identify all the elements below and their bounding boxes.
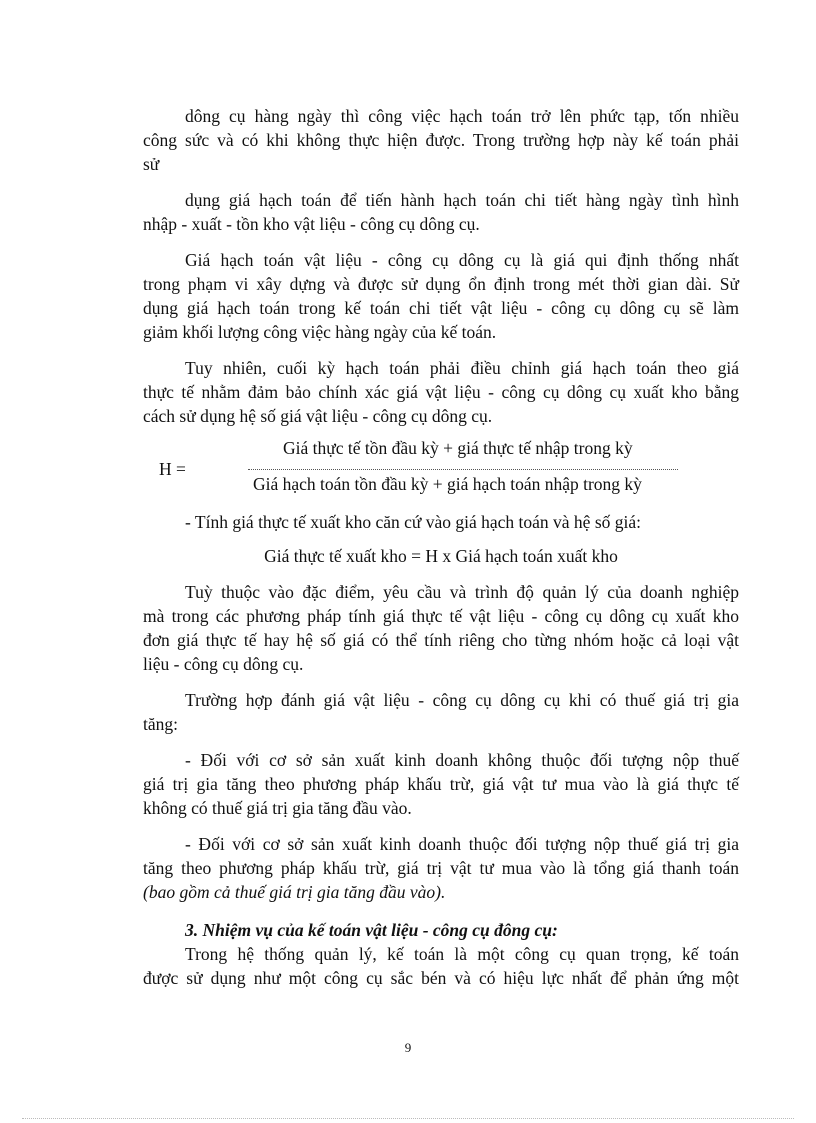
page-border	[22, 1118, 794, 1119]
text-line: đơn giá thực tế hay hệ số giá có thể tính riêng cho từng nhóm hoặc cả loại vật	[143, 630, 739, 650]
text-line: (bao gồm cả thuế giá trị gia tăng đầu vào).	[143, 882, 446, 902]
text-line: nhập - xuất - tồn kho vật liệu - công cụ dông cụ.	[143, 214, 480, 234]
paragraph-group	[143, 104, 739, 428]
note-line: - Tính giá thực tế xuất kho căn cứ vào giá hạch toán và hệ số giá:	[185, 512, 641, 532]
text-line: mà trong các phương pháp tính giá thực tế vật liệu - công cụ dông cụ xuất kho	[143, 606, 739, 626]
paragraph	[143, 580, 739, 676]
export-price-formula: Giá thực tế xuất kho = H x Giá hạch toán xuất kho	[264, 546, 618, 566]
text-line: được sử dụng như một công cụ sắc bén và có hiệu lực nhất để phản ứng một	[143, 968, 739, 988]
formula-lhs: H =	[159, 459, 186, 479]
paragraph	[143, 188, 739, 236]
text-line: - Đối với cơ sở sản xuất kinh doanh không thuộc đối tượng nộp thuế	[185, 750, 739, 770]
paragraph	[143, 104, 739, 176]
text-line: Tuỳ thuộc vào đặc điểm, yêu cầu và trình độ quản lý của doanh nghiệp	[185, 582, 739, 602]
paragraph	[143, 356, 739, 428]
text-line: trong phạm vi xây dựng và được sử dụng ổn định trong mét thời gian dài. Sử	[143, 274, 739, 294]
text-line: giảm khối lượng công việc hàng ngày của kế toán.	[143, 322, 497, 342]
paragraph-group	[143, 580, 739, 904]
coefficient-formula	[143, 438, 739, 504]
text-line: - Đối với cơ sở sản xuất kinh doanh thuộc đối tượng nộp thuế giá trị gia	[185, 834, 739, 854]
paragraph	[143, 688, 739, 736]
text-line: giá trị gia tăng theo phương pháp khấu trừ, giá vật tư mua vào là giá thực tế	[143, 774, 739, 794]
paragraph	[143, 748, 739, 820]
text-line: Tuy nhiên, cuối kỳ hạch toán phải điều chỉnh giá hạch toán theo giá	[185, 358, 739, 378]
text-line: tăng theo phương pháp khấu trừ, giá trị vật tư mua vào là tổng giá thanh toán	[143, 858, 739, 878]
text-line: thực tế nhằm đảm bảo chính xác giá vật liệu - công cụ dông cụ xuất kho bằng	[143, 382, 739, 402]
document-body	[143, 104, 739, 990]
text-line: Giá hạch toán vật liệu - công cụ dông cụ là giá qui định thống nhất	[185, 250, 739, 270]
formula-denominator: Giá hạch toán tồn đầu kỳ + giá hạch toán nhập trong kỳ	[253, 474, 642, 494]
paragraph	[143, 832, 739, 904]
text-line: tăng:	[143, 714, 178, 734]
paragraph	[143, 942, 739, 990]
text-line: sử	[143, 154, 160, 174]
text-line: dụng giá hạch toán trong kế toán chi tiết vật liệu - công cụ dông cụ sẽ làm	[143, 298, 739, 318]
text-line: không có thuế giá trị gia tăng đầu vào.	[143, 798, 412, 818]
text-line: dụng giá hạch toán để tiến hành hạch toán chi tiết hàng ngày tình hình	[185, 190, 739, 210]
text-line: Trường hợp đánh giá vật liệu - công cụ dông cụ khi có thuế giá trị gia	[185, 690, 739, 710]
page-number: 9	[404, 1040, 412, 1055]
paragraph	[143, 248, 739, 344]
text-line: Trong hệ thống quản lý, kế toán là một công cụ quan trọng, kế toán	[185, 944, 739, 964]
text-line: dông cụ hàng ngày thì công việc hạch toán trở lên phức tạp, tốn nhiều	[185, 106, 739, 126]
fraction-line	[248, 469, 678, 470]
paragraph-group	[143, 942, 739, 990]
formula-numerator: Giá thực tế tồn đầu kỳ + giá thực tế nhập trong kỳ	[283, 438, 633, 458]
section-heading: 3. Nhiệm vụ của kế toán vật liệu - công cụ đông cụ:	[185, 920, 558, 940]
text-line: cách sử dụng hệ số giá vật liệu - công cụ dông cụ.	[143, 406, 493, 426]
text-line: công sức và có khi không thực hiện được. Trong trường hợp này kế toán phải	[143, 130, 739, 150]
text-line: liệu - công cụ dông cụ.	[143, 654, 304, 674]
